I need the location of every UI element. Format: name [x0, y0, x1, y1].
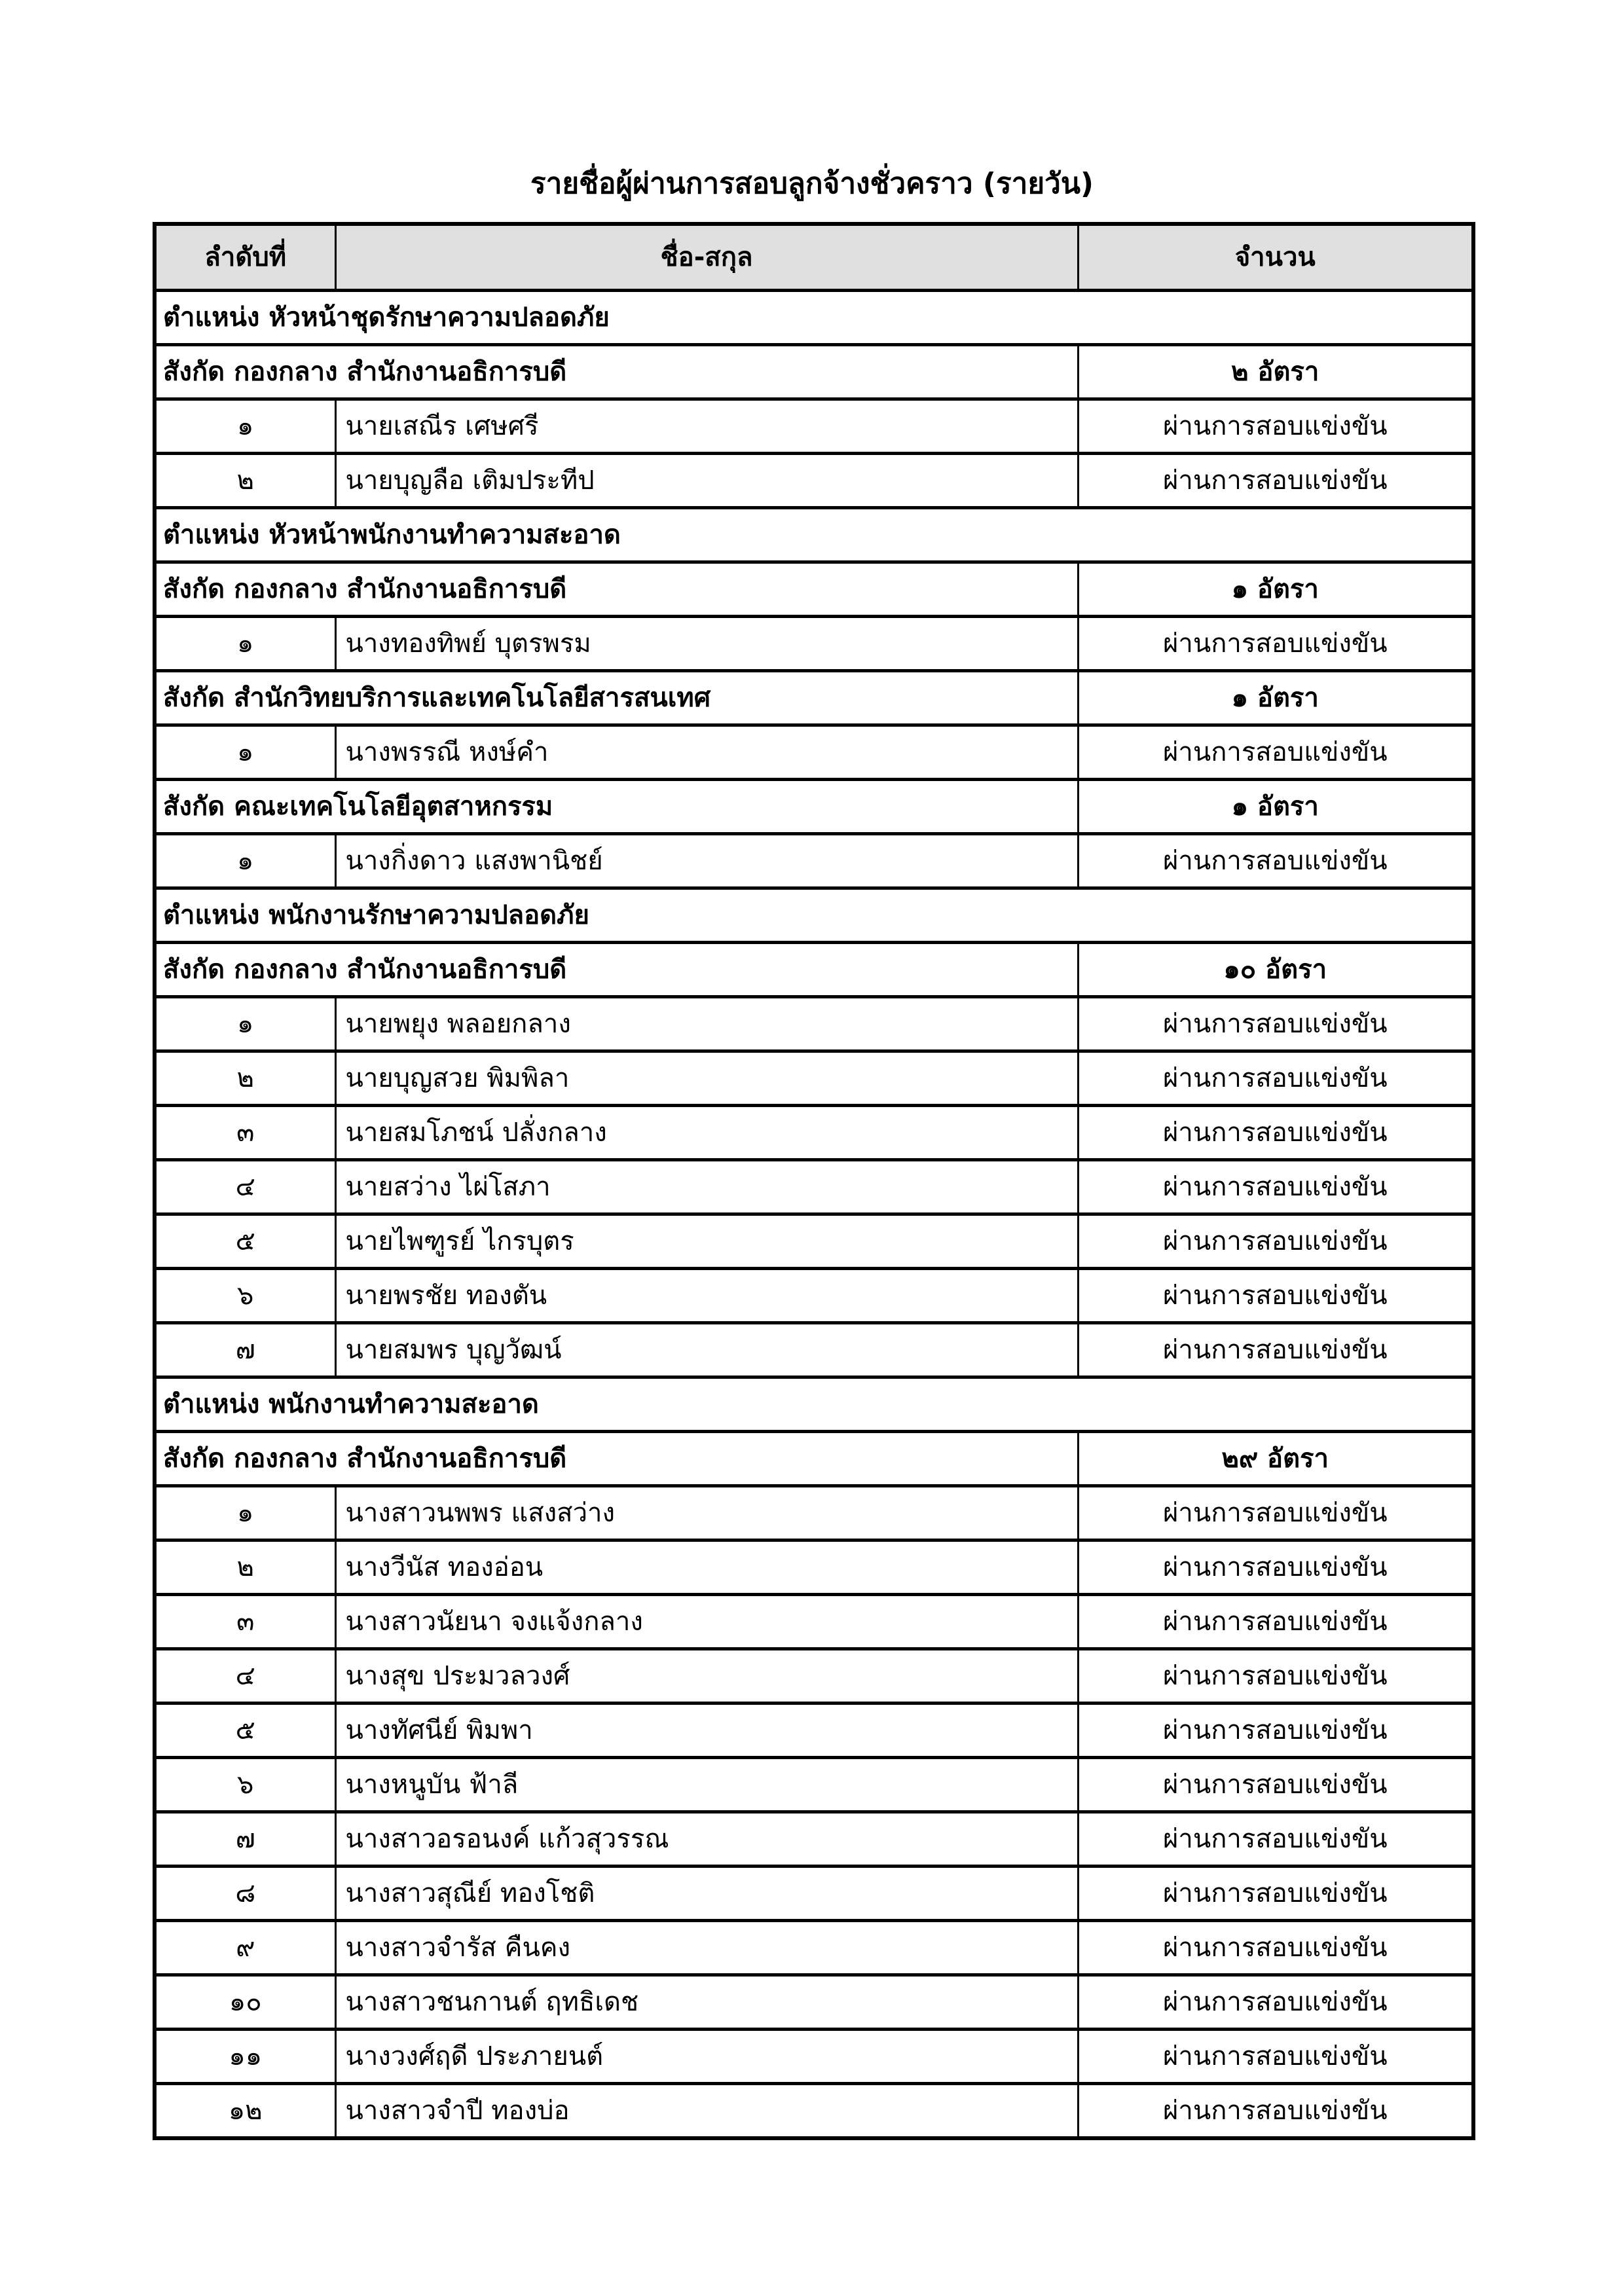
person-order-number: ๕ — [155, 1214, 335, 1269]
person-exam-result: ผ่านการสอบแข่งขัน — [1078, 1867, 1473, 1921]
person-order-number: ๓ — [155, 1106, 335, 1160]
person-full-name: นางสาวสุณีย์ ทองโชติ — [335, 1867, 1078, 1921]
person-order-number: ๙ — [155, 1921, 335, 1975]
unit-section-row — [155, 671, 1473, 725]
position-label: ตำแหน่ง หัวหน้าพนักงานทำความสะอาด — [155, 508, 1473, 562]
person-exam-result: ผ่านการสอบแข่งขัน — [1078, 1106, 1473, 1160]
person-full-name: นางวีนัส ทองอ่อน — [335, 1540, 1078, 1595]
unit-vacancy-count: ๒ อัตรา — [1078, 345, 1473, 399]
person-order-number: ๖ — [155, 1758, 335, 1812]
unit-section-row — [155, 780, 1473, 834]
person-row — [155, 399, 1473, 454]
person-order-number: ๑ — [155, 399, 335, 454]
person-exam-result: ผ่านการสอบแข่งขัน — [1078, 1323, 1473, 1377]
person-exam-result: ผ่านการสอบแข่งขัน — [1078, 997, 1473, 1051]
person-row — [155, 1160, 1473, 1214]
header-order-number: ลำดับที่ — [155, 224, 335, 291]
person-full-name: นางสาวอรอนงค์ แก้วสุวรรณ — [335, 1812, 1078, 1867]
person-order-number: ๑๐ — [155, 1975, 335, 2030]
unit-section-row — [155, 943, 1473, 997]
page-title: รายชื่อผู้ผ่านการสอบลูกจ้างชั่วคราว (รายวัน) — [530, 167, 1094, 200]
person-exam-result: ผ่านการสอบแข่งขัน — [1078, 1975, 1473, 2030]
person-full-name: นางพรรณี หงษ์คำ — [335, 725, 1078, 780]
table-body — [155, 291, 1473, 2139]
person-order-number: ๔ — [155, 1160, 335, 1214]
person-row — [155, 1758, 1473, 1812]
person-full-name: นางวงศ์ฤดี ประภายนต์ — [335, 2030, 1078, 2084]
person-exam-result: ผ่านการสอบแข่งขัน — [1078, 2084, 1473, 2139]
person-full-name: นางสาวจำรัส คืนคง — [335, 1921, 1078, 1975]
person-order-number: ๔ — [155, 1649, 335, 1704]
person-exam-result: ผ่านการสอบแข่งขัน — [1078, 1758, 1473, 1812]
person-order-number: ๒ — [155, 1051, 335, 1106]
person-exam-result: ผ่านการสอบแข่งขัน — [1078, 1269, 1473, 1323]
person-full-name: นายไพฑูรย์ ไกรบุตร — [335, 1214, 1078, 1269]
position-section-row — [155, 291, 1473, 345]
person-full-name: นายบุญลือ เติมประทีป — [335, 454, 1078, 508]
unit-section-row — [155, 562, 1473, 617]
position-section-row — [155, 888, 1473, 943]
person-full-name: นายสมพร บุญวัฒน์ — [335, 1323, 1078, 1377]
passed-candidates-table — [153, 222, 1475, 2140]
person-exam-result: ผ่านการสอบแข่งขัน — [1078, 1540, 1473, 1595]
person-exam-result: ผ่านการสอบแข่งขัน — [1078, 725, 1473, 780]
person-full-name: นางหนูบัน ฟ้าลี — [335, 1758, 1078, 1812]
unit-label: สังกัด กองกลาง สำนักงานอธิการบดี — [155, 345, 1078, 399]
position-section-row — [155, 1377, 1473, 1432]
person-exam-result: ผ่านการสอบแข่งขัน — [1078, 1051, 1473, 1106]
unit-label: สังกัด คณะเทคโนโลยีอุตสาหกรรม — [155, 780, 1078, 834]
unit-label: สังกัด กองกลาง สำนักงานอธิการบดี — [155, 1432, 1078, 1486]
position-label: ตำแหน่ง หัวหน้าชุดรักษาความปลอดภัย — [155, 291, 1473, 345]
person-exam-result: ผ่านการสอบแข่งขัน — [1078, 1812, 1473, 1867]
person-exam-result: ผ่านการสอบแข่งขัน — [1078, 1704, 1473, 1758]
person-row — [155, 1975, 1473, 2030]
person-order-number: ๑ — [155, 725, 335, 780]
person-order-number: ๑ — [155, 1486, 335, 1540]
person-row — [155, 1269, 1473, 1323]
unit-vacancy-count: ๑ อัตรา — [1078, 780, 1473, 834]
person-row — [155, 1323, 1473, 1377]
person-full-name: นายพรชัย ทองตัน — [335, 1269, 1078, 1323]
person-order-number: ๑ — [155, 834, 335, 888]
person-exam-result: ผ่านการสอบแข่งขัน — [1078, 2030, 1473, 2084]
person-row — [155, 1649, 1473, 1704]
person-exam-result: ผ่านการสอบแข่งขัน — [1078, 1921, 1473, 1975]
person-row — [155, 725, 1473, 780]
header-row — [155, 224, 1473, 291]
header-quantity: จำนวน — [1078, 224, 1473, 291]
person-row — [155, 2084, 1473, 2139]
person-order-number: ๒ — [155, 1540, 335, 1595]
person-row — [155, 1704, 1473, 1758]
person-full-name: นายสว่าง ไผ่โสภา — [335, 1160, 1078, 1214]
person-exam-result: ผ่านการสอบแข่งขัน — [1078, 454, 1473, 508]
person-row — [155, 1595, 1473, 1649]
person-full-name: นายพยุง พลอยกลาง — [335, 997, 1078, 1051]
person-row — [155, 1051, 1473, 1106]
person-exam-result: ผ่านการสอบแข่งขัน — [1078, 1214, 1473, 1269]
table-header — [155, 224, 1473, 291]
position-label: ตำแหน่ง พนักงานรักษาความปลอดภัย — [155, 888, 1473, 943]
unit-vacancy-count: ๑๐ อัตรา — [1078, 943, 1473, 997]
person-order-number: ๒ — [155, 454, 335, 508]
person-order-number: ๕ — [155, 1704, 335, 1758]
unit-label: สังกัด กองกลาง สำนักงานอธิการบดี — [155, 562, 1078, 617]
person-row — [155, 834, 1473, 888]
unit-vacancy-count: ๑ อัตรา — [1078, 671, 1473, 725]
person-full-name: นายบุญสวย พิมพิลา — [335, 1051, 1078, 1106]
person-full-name: นางสาวชนกานต์ ฤทธิเดช — [335, 1975, 1078, 2030]
person-order-number: ๑ — [155, 617, 335, 671]
person-full-name: นางกิ่งดาว แสงพานิชย์ — [335, 834, 1078, 888]
person-row — [155, 1214, 1473, 1269]
person-row — [155, 1867, 1473, 1921]
person-full-name: นางทองทิพย์ บุตรพรม — [335, 617, 1078, 671]
person-order-number: ๑๒ — [155, 2084, 335, 2139]
person-full-name: นายเสณีร เศษศรี — [335, 399, 1078, 454]
person-order-number: ๑ — [155, 997, 335, 1051]
person-full-name: นางสาวนัยนา จงแจ้งกลาง — [335, 1595, 1078, 1649]
person-full-name: นางทัศนีย์ พิมพา — [335, 1704, 1078, 1758]
person-exam-result: ผ่านการสอบแข่งขัน — [1078, 1595, 1473, 1649]
person-row — [155, 617, 1473, 671]
person-full-name: นางสุข ประมวลวงศ์ — [335, 1649, 1078, 1704]
person-order-number: ๖ — [155, 1269, 335, 1323]
person-row — [155, 1921, 1473, 1975]
person-exam-result: ผ่านการสอบแข่งขัน — [1078, 834, 1473, 888]
person-row — [155, 454, 1473, 508]
person-order-number: ๓ — [155, 1595, 335, 1649]
position-section-row — [155, 508, 1473, 562]
unit-section-row — [155, 1432, 1473, 1486]
person-exam-result: ผ่านการสอบแข่งขัน — [1078, 1649, 1473, 1704]
person-row — [155, 1486, 1473, 1540]
person-row — [155, 1540, 1473, 1595]
unit-vacancy-count: ๑ อัตรา — [1078, 562, 1473, 617]
person-full-name: นายสมโภชน์ ปลั่งกลาง — [335, 1106, 1078, 1160]
person-row — [155, 1106, 1473, 1160]
person-full-name: นางสาวจำปี ทองบ่อ — [335, 2084, 1078, 2139]
header-full-name: ชื่อ-สกุล — [335, 224, 1078, 291]
person-row — [155, 997, 1473, 1051]
person-exam-result: ผ่านการสอบแข่งขัน — [1078, 399, 1473, 454]
unit-section-row — [155, 345, 1473, 399]
person-order-number: ๑๑ — [155, 2030, 335, 2084]
position-label: ตำแหน่ง พนักงานทำความสะอาด — [155, 1377, 1473, 1432]
person-order-number: ๗ — [155, 1323, 335, 1377]
person-order-number: ๗ — [155, 1812, 335, 1867]
person-exam-result: ผ่านการสอบแข่งขัน — [1078, 1486, 1473, 1540]
person-exam-result: ผ่านการสอบแข่งขัน — [1078, 1160, 1473, 1214]
unit-label: สังกัด กองกลาง สำนักงานอธิการบดี — [155, 943, 1078, 997]
person-row — [155, 2030, 1473, 2084]
unit-vacancy-count: ๒๙ อัตรา — [1078, 1432, 1473, 1486]
person-exam-result: ผ่านการสอบแข่งขัน — [1078, 617, 1473, 671]
unit-label: สังกัด สำนักวิทยบริการและเทคโนโลยีสารสนเทศ — [155, 671, 1078, 725]
person-row — [155, 1812, 1473, 1867]
person-full-name: นางสาวนพพร แสงสว่าง — [335, 1486, 1078, 1540]
person-order-number: ๘ — [155, 1867, 335, 1921]
